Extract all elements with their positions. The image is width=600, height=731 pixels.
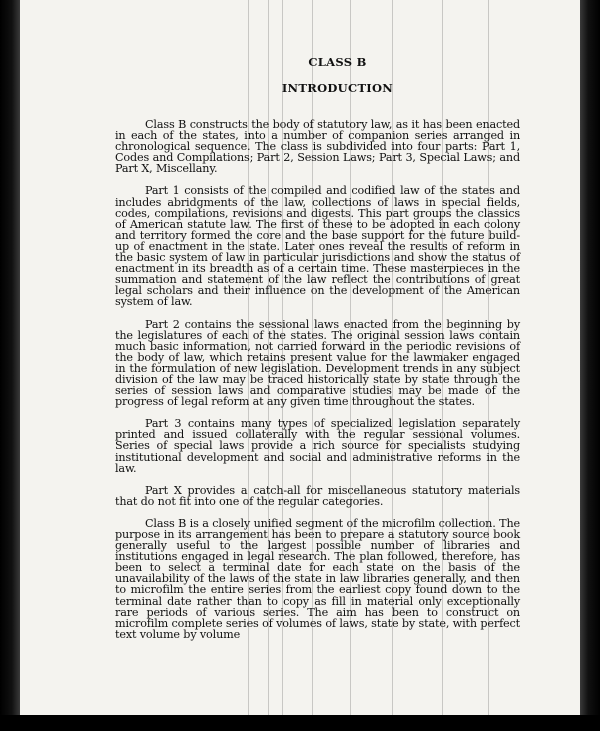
paragraphs: [115, 119, 520, 640]
scan-border-bottom: [0, 715, 600, 731]
scan-border-right: [580, 0, 600, 731]
section-heading: INTRODUCTION: [281, 81, 394, 95]
class-heading: CLASS B: [308, 55, 367, 69]
paragraph-class-b: Class B constructs the body of statutory law, as it has been enacted in each of the states, into a number of companion series arranged in chronological sequence. The class is subdivided into four parts: Part 1, Codes and Compilations; Part 2, Session Laws; Part 3, Special Laws; and Part X, Miscellany.: [115, 118, 520, 176]
document-page: [20, 0, 580, 715]
paragraph-part-x: Part X provides a catch-all for miscellaneous statutory materials that do not fit into one of the regular categories.: [115, 483, 520, 508]
document-body: [115, 55, 520, 651]
paragraph-part-2: Part 2 contains the sessional laws enacted from the beginning by the legislatures of each of the states. The original session laws contain much basic information, not carried forward in the periodic revisions of the body of law, which retains present value for the lawmaker engaged in the formulation of new legislation. Development trends in any subject division of the law may be traced historically state by state through the series of session laws and comparative studies may be made of the progress of legal reform at any given time throughout the states.: [115, 317, 520, 409]
paragraph-part-1: Part 1 consists of the compiled and codified law of the states and includes abridgments of the law, collections of laws in special fields, codes, compilations, revisions and digests. This part groups the classics of American statute law. The first of these to be adopted in each colony and territory formed the core and the base support for the future build-up of enactment in the state. Later ones reveal the results of reform in the basic system of law in particular jurisdictions and show the status of enactment in its breadth as of a certain time. These masterpieces in the summation and statement of the law reflect the contributions of great legal scholars and their influence on the development of the American system of law.: [115, 184, 520, 309]
paragraph-microfilm: Class B is a closely unified segment of the microfilm collection. The purpose in its arrangement has been to prepare a statutory source book generally useful to the largest possible number of libraries and institutions engaged in legal research. The plan followed, therefore, has been to select a terminal date for each state on the basis of the unavailability of the laws of the state in law libraries generally, and then to microfilm the entire series from the earliest copy found down to the terminal date rather than to copy as fill in material only exceptionally rare periods of various series. The aim has been to construct on microfilm complete series of volumes of laws, state by state, with perfect text volume by volume: [115, 516, 520, 641]
scan-border-left: [0, 0, 20, 731]
paragraph-part-3: Part 3 contains many types of specialized legislation separately printed and issued collaterally with the regular sessional volumes. Series of special laws provide a rich source for specialists studying institutional development and social and administrative reforms in the law.: [115, 417, 520, 475]
